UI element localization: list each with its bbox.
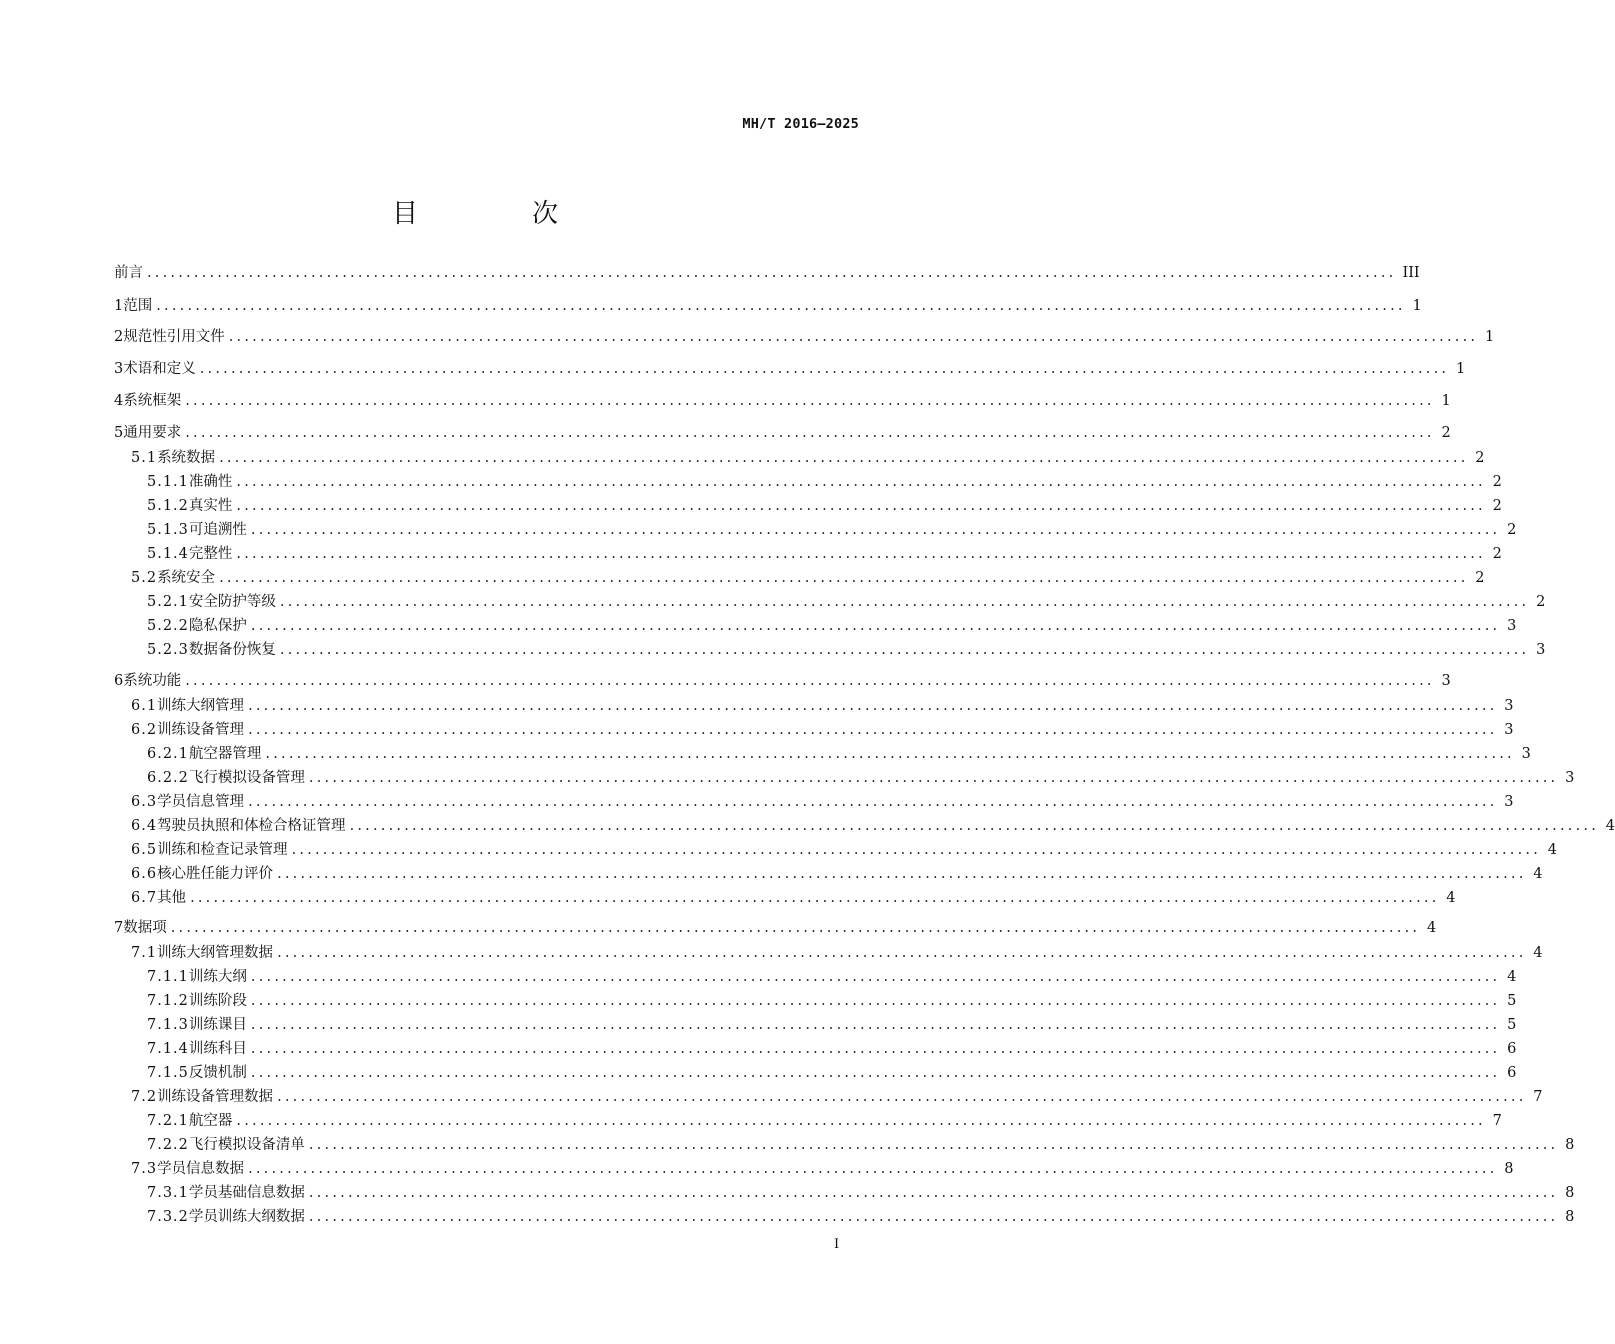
toc-entry-number: 6.3 [131, 794, 158, 810]
toc-entry[interactable] [114, 792, 1514, 812]
toc-entry[interactable] [114, 943, 1543, 963]
toc-entry[interactable] [114, 1135, 1575, 1155]
toc-entry-number: 7.2.2 [147, 1137, 189, 1153]
toc-entry[interactable] [114, 296, 1422, 316]
toc-entry-number: 6.7 [131, 890, 158, 906]
toc-leader-dots: ................................................................................................................................................................ [250, 618, 1501, 634]
toc-entry[interactable] [114, 918, 1437, 938]
toc-entry-page: 2 [1507, 522, 1517, 538]
toc-entry-page: 8 [1565, 1185, 1575, 1201]
toc-entry[interactable] [114, 768, 1575, 788]
toc-entry-page: 8 [1504, 1161, 1514, 1177]
toc-leader-dots: ................................................................................................................................................................ [156, 298, 1406, 314]
toc-leader-dots: ................................................................................................................................................................ [228, 329, 1479, 345]
toc-entry-title: 其他 [157, 890, 187, 906]
toc-leader-dots: ................................................................................................................................................................ [248, 698, 1498, 714]
page-title: 目 次 [391, 199, 602, 229]
toc-entry-page: 4 [1533, 945, 1543, 961]
toc-entry-title: 训练大纲管理数据 [157, 945, 274, 961]
toc-entry-number: 5.1.1 [147, 474, 189, 490]
toc-entry-number: 6 [114, 673, 124, 689]
toc-entry-title: 训练课目 [188, 1017, 247, 1033]
toc-entry-page: 4 [1507, 969, 1517, 985]
toc-leader-dots: ................................................................................................................................................................ [236, 498, 1486, 514]
toc-entry-title: 学员信息管理 [157, 794, 245, 810]
toc-entry-number: 5.2.2 [147, 618, 189, 634]
toc-entry-title: 训练大纲管理 [157, 698, 245, 714]
toc-entry-title: 学员基础信息数据 [188, 1185, 305, 1201]
toc-entry-page: 2 [1536, 594, 1546, 610]
toc-leader-dots: ................................................................................................................................................................ [308, 1137, 1559, 1153]
toc-leader-dots: ................................................................................................................................................................ [279, 594, 1530, 610]
toc-entry-number: 7.1.5 [147, 1065, 189, 1081]
toc-entry-number: 7.3.1 [147, 1185, 189, 1201]
toc-entry-title: 规范性引用文件 [123, 329, 225, 345]
toc-entry-title: 训练阶段 [188, 993, 247, 1009]
toc-entry-number: 6.2.1 [147, 746, 189, 762]
toc-leader-dots: ................................................................................................................................................................ [190, 890, 1440, 906]
toc-entry-page: 1 [1484, 329, 1495, 345]
toc-entry-page: 2 [1492, 546, 1502, 562]
toc-entry-number: 7.1.2 [147, 993, 189, 1009]
toc-entry-number: 7.1.4 [147, 1041, 189, 1057]
toc-entry-number: 6.6 [131, 866, 158, 882]
toc-leader-dots: ................................................................................................................................................................ [219, 450, 1469, 466]
toc-entry[interactable] [114, 592, 1546, 612]
toc-entry[interactable] [114, 1039, 1517, 1059]
toc-entry[interactable] [114, 391, 1451, 411]
toc-entry[interactable] [114, 544, 1502, 564]
toc-entry[interactable] [114, 1087, 1543, 1107]
toc-entry[interactable] [114, 1111, 1502, 1131]
toc-entry-title: 前言 [114, 265, 143, 281]
toc-entry[interactable] [114, 991, 1517, 1011]
toc-entry-page: 8 [1565, 1137, 1575, 1153]
toc-entry-title: 系统数据 [157, 450, 216, 466]
toc-entry-number: 5.2.3 [147, 642, 189, 658]
toc-entry-title: 数据备份恢复 [188, 642, 276, 658]
toc-entry[interactable] [114, 1183, 1575, 1203]
toc-entry[interactable] [114, 1207, 1575, 1227]
toc-leader-dots: ................................................................................................................................................................ [170, 920, 1421, 936]
toc-leader-dots: ................................................................................................................................................................ [185, 393, 1435, 409]
toc-entry-page: 3 [1521, 746, 1531, 762]
toc-entry-page: 4 [1605, 818, 1615, 834]
toc-entry-title: 学员训练大纲数据 [188, 1209, 305, 1225]
toc-entry[interactable] [114, 520, 1517, 540]
toc-entry-page: 1 [1412, 298, 1422, 314]
toc-leader-dots: ................................................................................................................................................................ [279, 642, 1530, 658]
toc-entry-title: 训练设备管理 [157, 722, 245, 738]
toc-entry-title: 训练设备管理数据 [157, 1089, 274, 1105]
toc-entry-title: 训练科目 [188, 1041, 247, 1057]
toc-entry[interactable] [114, 1015, 1517, 1035]
document-code: MH/T 2016—2025 [742, 116, 859, 132]
toc-leader-dots: ................................................................................................................................................................ [236, 546, 1486, 562]
toc-entry-title: 范围 [123, 298, 153, 314]
toc-entry-number: 6.2.2 [147, 770, 189, 786]
toc-leader-dots: ................................................................................................................................................................ [248, 1161, 1498, 1177]
toc-entry[interactable] [114, 568, 1485, 588]
toc-leader-dots: ................................................................................................................................................................ [250, 969, 1501, 985]
toc-leader-dots: ................................................................................................................................................................ [248, 794, 1498, 810]
toc-entry-number: 5.2.1 [147, 594, 189, 610]
toc-entry-title: 系统安全 [157, 570, 216, 586]
toc-entry[interactable] [114, 472, 1502, 492]
toc-entry-page: 7 [1492, 1113, 1502, 1129]
toc-entry-number: 7.3.2 [147, 1209, 189, 1225]
toc-entry-title: 可追溯性 [188, 522, 247, 538]
toc-entry[interactable] [114, 448, 1485, 468]
toc-entry-page: 2 [1475, 570, 1485, 586]
toc-leader-dots: ................................................................................................................................................................ [308, 1185, 1559, 1201]
toc-entry-page: III [1402, 265, 1420, 281]
toc-entry[interactable] [114, 423, 1451, 443]
toc-entry-page: 4 [1446, 890, 1456, 906]
toc-leader-dots: ................................................................................................................................................................ [349, 818, 1600, 834]
toc-entry-number: 6.2 [131, 722, 158, 738]
toc-entry-page: 3 [1504, 722, 1514, 738]
toc-entry[interactable] [114, 359, 1466, 379]
toc-entry-page: 1 [1455, 361, 1466, 377]
toc-entry-number: 7 [114, 920, 124, 936]
toc-entry-title: 训练和检查记录管理 [157, 842, 288, 858]
toc-entry-title: 系统功能 [123, 673, 182, 689]
toc-leader-dots: ................................................................................................................................................................ [236, 1113, 1486, 1129]
toc-leader-dots: ................................................................................................................................................................ [250, 522, 1501, 538]
toc-entry-title: 完整性 [188, 546, 233, 562]
toc-leader-dots: ................................................................................................................................................................ [277, 1089, 1527, 1105]
toc-entry-number: 7.1.1 [147, 969, 189, 985]
toc-leader-dots: ................................................................................................................................................................ [308, 770, 1559, 786]
toc-leader-dots: ................................................................................................................................................................ [147, 265, 1397, 281]
toc-entry[interactable] [114, 671, 1451, 691]
toc-entry-title: 准确性 [188, 474, 233, 490]
toc-entry-page: 6 [1507, 1065, 1517, 1081]
toc-entry-page: 3 [1536, 642, 1546, 658]
toc-entry-number: 2 [114, 329, 124, 345]
toc-leader-dots: ................................................................................................................................................................ [185, 425, 1435, 441]
toc-entry[interactable] [114, 888, 1456, 908]
toc-entry-title: 隐私保护 [188, 618, 247, 634]
toc-entry-number: 7.2.1 [147, 1113, 189, 1129]
toc-entry[interactable] [114, 967, 1517, 987]
toc-entry[interactable] [114, 327, 1495, 347]
toc-entry-title: 训练大纲 [188, 969, 247, 985]
toc-entry-title: 术语和定义 [123, 361, 196, 377]
toc-leader-dots: ................................................................................................................................................................ [236, 474, 1486, 490]
toc-entry-number: 6.5 [131, 842, 158, 858]
toc-entry-number: 7.3 [131, 1161, 158, 1177]
toc-entry-number: 3 [114, 361, 124, 377]
toc-entry[interactable] [114, 640, 1546, 660]
toc-entry-title: 数据项 [123, 920, 167, 936]
toc-entry[interactable] [114, 1063, 1517, 1083]
toc-entry-title: 航空器管理 [188, 746, 262, 762]
toc-entry-page: 4 [1426, 920, 1437, 936]
toc-entry-page: 5 [1507, 1017, 1517, 1033]
page-number: I [834, 1237, 840, 1252]
toc-entry-page: 3 [1565, 770, 1575, 786]
toc-entry-page: 2 [1492, 474, 1502, 490]
toc-entry-title: 系统框架 [123, 393, 182, 409]
toc-entry-title: 真实性 [188, 498, 233, 514]
toc-entry-title: 驾驶员执照和体检合格证管理 [157, 818, 346, 834]
toc-entry-number: 5.1.3 [147, 522, 189, 538]
toc-entry-title: 核心胜任能力评价 [157, 866, 274, 882]
toc-leader-dots: ................................................................................................................................................................ [308, 1209, 1559, 1225]
toc-entry[interactable] [114, 696, 1514, 716]
toc-entry-page: 3 [1504, 698, 1514, 714]
toc-leader-dots: ................................................................................................................................................................ [250, 1065, 1501, 1081]
toc-leader-dots: ................................................................................................................................................................ [291, 842, 1542, 858]
toc-entry-page: 7 [1533, 1089, 1543, 1105]
toc-entry-title: 通用要求 [123, 425, 182, 441]
toc-entry-page: 1 [1441, 393, 1451, 409]
toc-leader-dots: ................................................................................................................................................................ [277, 866, 1527, 882]
toc-entry-number: 7.1.3 [147, 1017, 189, 1033]
toc-entry[interactable] [114, 840, 1558, 860]
toc-leader-dots: ................................................................................................................................................................ [185, 673, 1435, 689]
toc-entry[interactable] [114, 816, 1615, 836]
toc-leader-dots: ................................................................................................................................................................ [250, 1017, 1501, 1033]
toc-entry-number: 5.2 [131, 570, 158, 586]
toc-entry[interactable] [114, 263, 1420, 283]
toc-leader-dots: ................................................................................................................................................................ [248, 722, 1498, 738]
toc-entry-page: 5 [1507, 993, 1517, 1009]
toc-entry-number: 7.1 [131, 945, 158, 961]
toc-entry-number: 5.1.2 [147, 498, 189, 514]
toc-entry-page: 6 [1507, 1041, 1517, 1057]
toc-entry[interactable] [114, 720, 1514, 740]
toc-entry-page: 2 [1492, 498, 1502, 514]
toc-leader-dots: ................................................................................................................................................................ [277, 945, 1527, 961]
toc-entry-title: 反馈机制 [188, 1065, 247, 1081]
toc-entry-page: 3 [1441, 673, 1451, 689]
toc-entry-number: 5.1.4 [147, 546, 189, 562]
toc-entry-number: 6.4 [131, 818, 158, 834]
toc-leader-dots: ................................................................................................................................................................ [219, 570, 1469, 586]
toc-leader-dots: ................................................................................................................................................................ [199, 361, 1450, 377]
toc-entry-title: 安全防护等级 [188, 594, 276, 610]
toc-entry-page: 4 [1547, 842, 1558, 858]
toc-entry-number: 1 [114, 298, 124, 314]
toc-entry-title: 航空器 [188, 1113, 233, 1129]
toc-entry-number: 5 [114, 425, 124, 441]
toc-entry-page: 3 [1507, 618, 1517, 634]
toc-entry-title: 学员信息数据 [157, 1161, 245, 1177]
toc-entry[interactable] [114, 616, 1517, 636]
toc-entry-title: 飞行模拟设备清单 [188, 1137, 305, 1153]
toc-entry-page: 2 [1475, 450, 1485, 466]
toc-entry-page: 2 [1441, 425, 1451, 441]
toc-leader-dots: ................................................................................................................................................................ [250, 993, 1501, 1009]
toc-entry-number: 5.1 [131, 450, 158, 466]
toc-entry-number: 7.2 [131, 1089, 158, 1105]
toc-leader-dots: ................................................................................................................................................................ [265, 746, 1515, 762]
toc-entry[interactable] [114, 1159, 1514, 1179]
toc-entry[interactable] [114, 496, 1502, 516]
toc-entry-number: 6.1 [131, 698, 158, 714]
toc-entry-title: 飞行模拟设备管理 [188, 770, 305, 786]
toc-entry-page: 4 [1533, 866, 1543, 882]
toc-entry-page: 8 [1565, 1209, 1575, 1225]
toc-entry-number: 4 [114, 393, 124, 409]
toc-entry[interactable] [114, 744, 1531, 764]
toc-entry-page: 3 [1504, 794, 1514, 810]
toc-entry[interactable] [114, 864, 1543, 884]
toc-leader-dots: ................................................................................................................................................................ [250, 1041, 1501, 1057]
